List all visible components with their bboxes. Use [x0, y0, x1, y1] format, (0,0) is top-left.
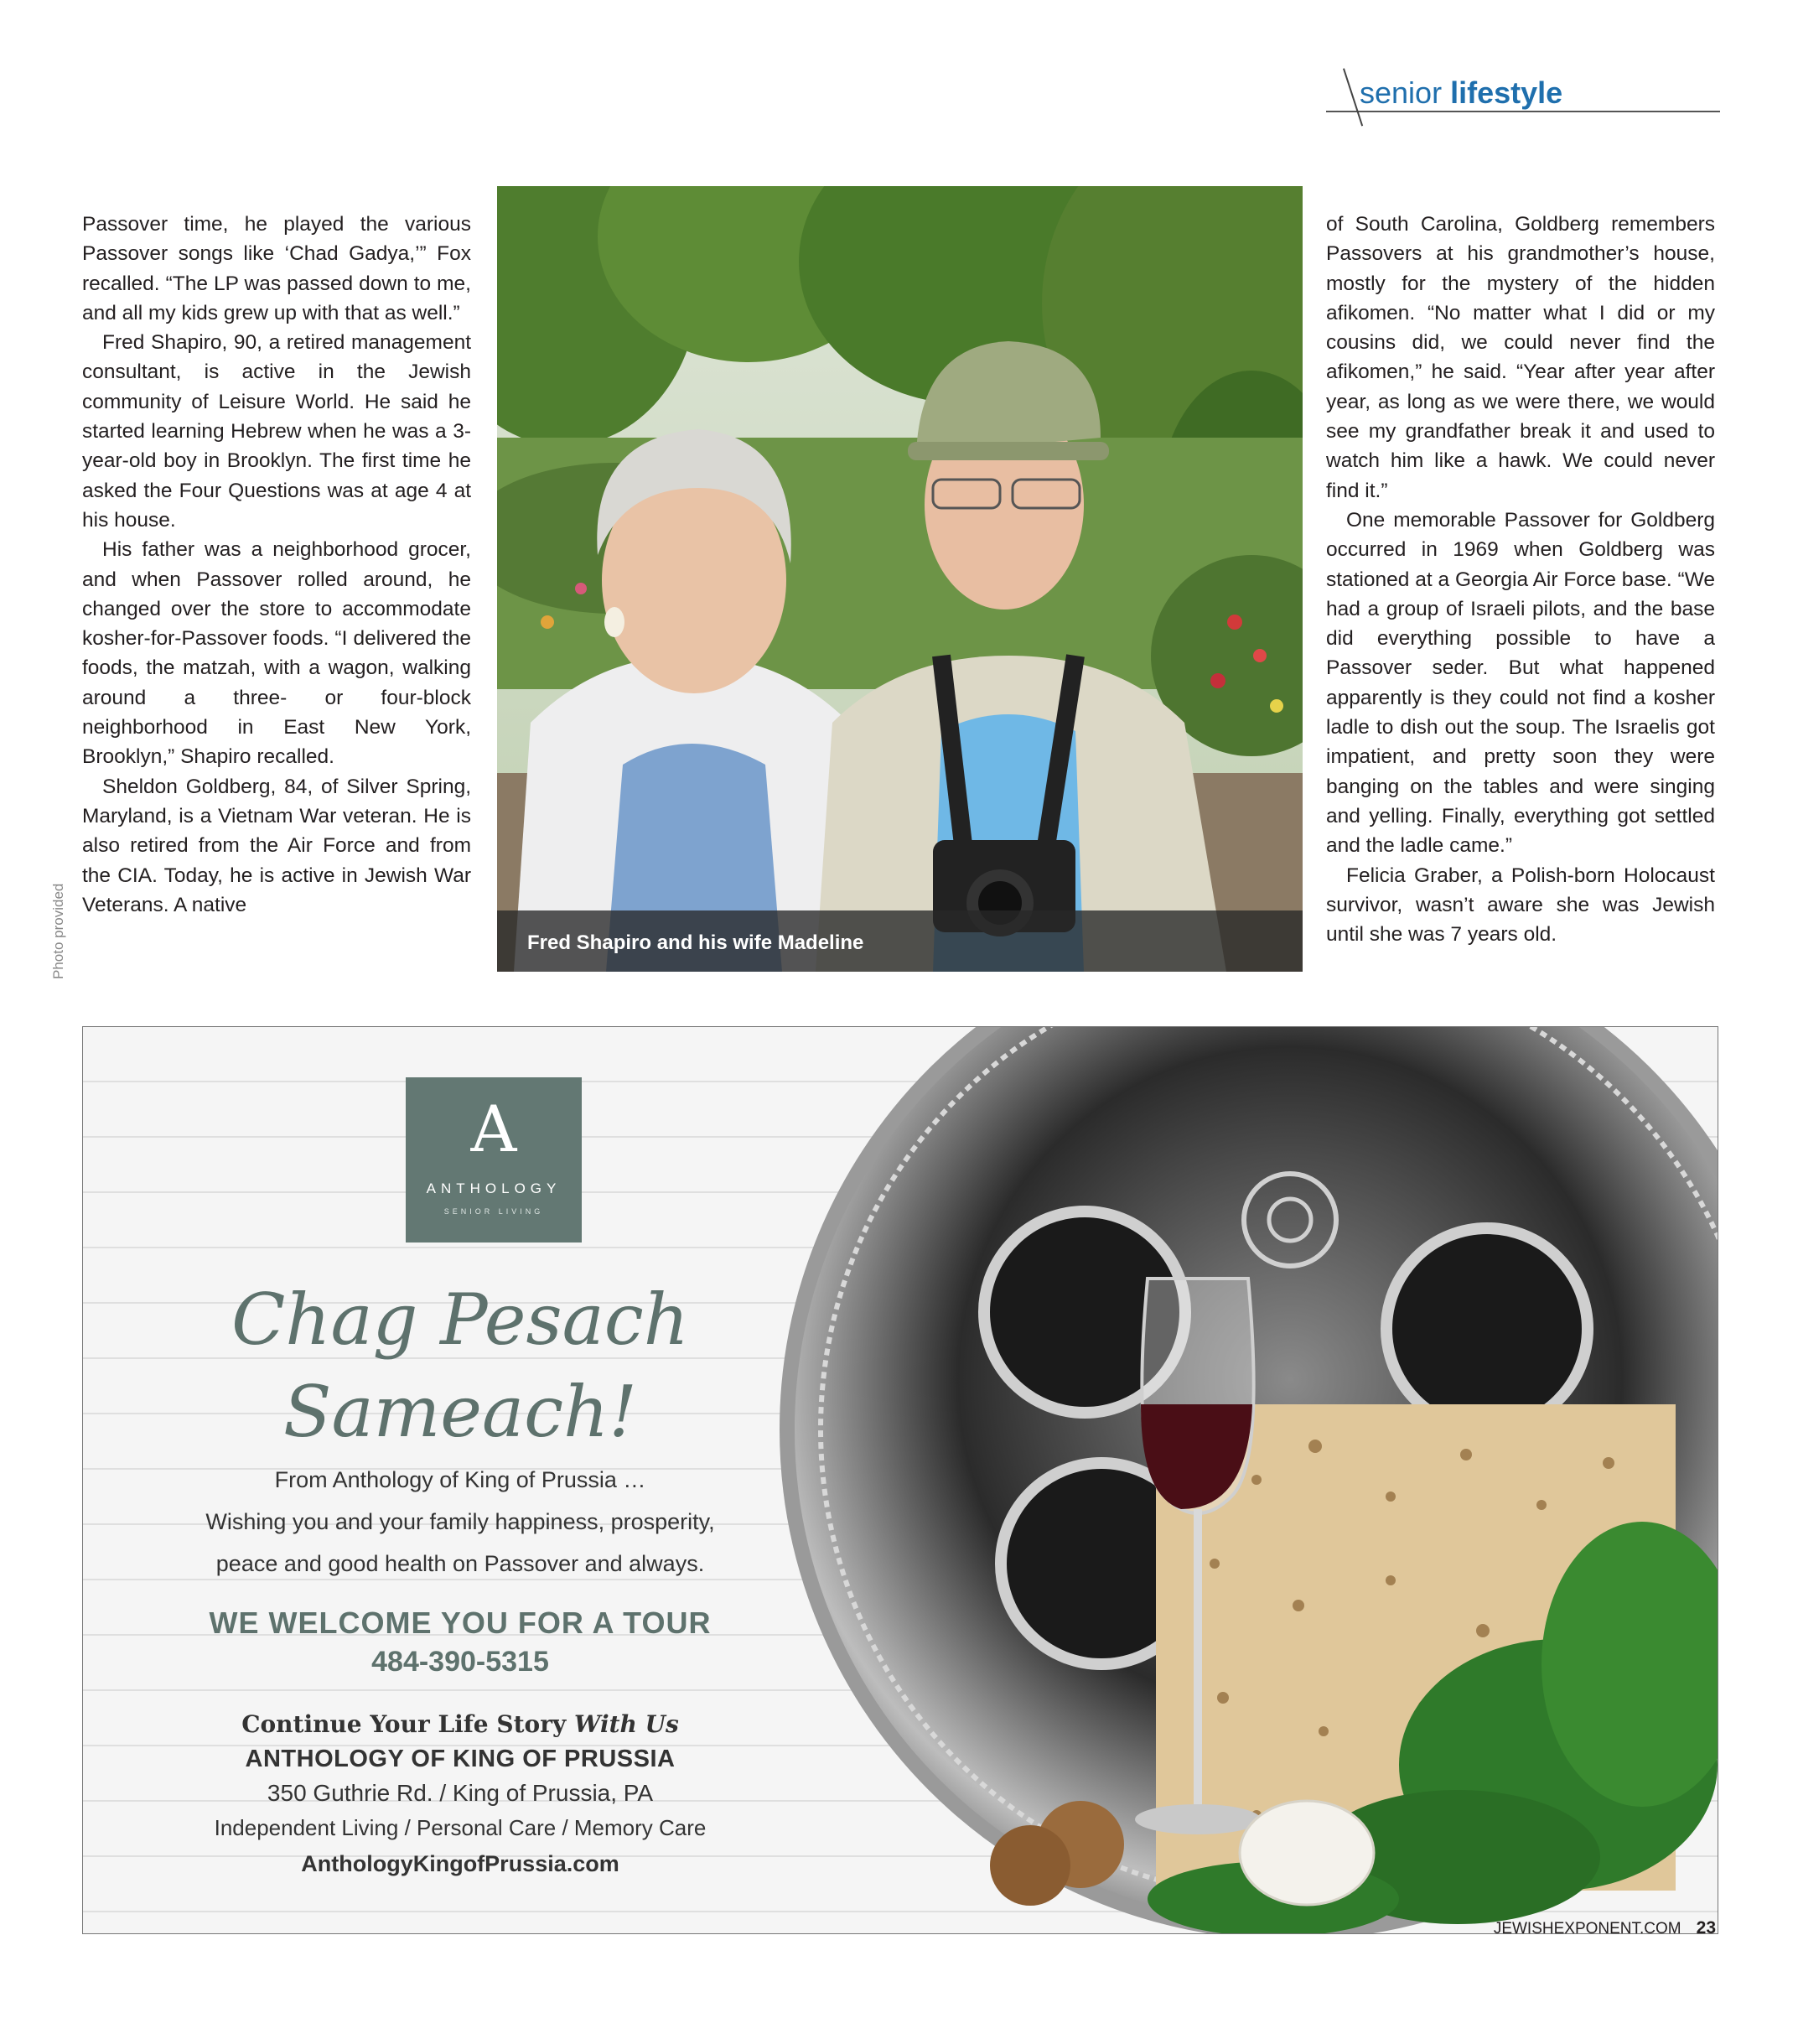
logo-wordmark: ANTHOLOGY [426, 1180, 562, 1196]
section-rule [1326, 111, 1720, 112]
photo-caption: Fred Shapiro and his wife Madeline [527, 931, 864, 954]
photo-credit: Photo provided [50, 883, 66, 979]
ad-headline-line-2: Sameach! [283, 1371, 637, 1453]
section-title [1360, 75, 1562, 111]
paragraph: One memorable Passover for Goldberg occurred in 1969 when Goldberg was stationed at a Georgia Air Force base. “We had a group of Israeli pilots, and the base did everything possible to have a Passover seder. But what happened apparently is they could not find a kosher ladle to dish out the soup. The Israelis got impatient, and pretty soon they were banging on the tables and were singing and yelling. Finally, everything got settled and the ladle came.” [1326, 508, 1715, 858]
section-title-bold: lifestyle [1450, 75, 1563, 110]
paragraph: Passover time, he played the various Passover songs like ‘Chad Gadya,’” Fox recalled. “The LP was passed down to me, and all my kids grew up with that as well.” [82, 213, 471, 324]
article-column-left [82, 210, 471, 920]
ad-brand: ANTHOLOGY OF KING OF PRUSSIA [245, 1746, 676, 1772]
article-column-right [1326, 210, 1715, 949]
paragraph: His father was a neighborhood grocer, and when Passover rolled around, he changed over the store to accommodate kosher-for-Passover foods. “I delivered the foods, the matzah, with a wagon, walking around a three- or four-block neighborhood in East New York, Brooklyn,” Shapiro recalled. [82, 538, 471, 769]
ad-tagline [192, 1710, 728, 1738]
ad-headline-line-1: Chag Pesach [231, 1279, 689, 1361]
paragraph: Sheldon Goldberg, 84, of Silver Spring, Maryland, is a Vietnam War veteran. He is also retired from the Air Force and from the CIA. Today, he is active in Jewish War Veterans. A native [82, 775, 471, 916]
advertisement [82, 1026, 1718, 1934]
ad-welcome: WE WELCOME YOU FOR A TOUR [209, 1606, 712, 1640]
paragraph: Fred Shapiro, 90, a retired management consultant, is active in the Jewish community of Leisure World. He said he started learning Hebrew when he was a 3-year-old boy in Brooklyn. The first time he asked the Four Questions was at age 4 at his house. [82, 331, 471, 532]
ad-address: 350 Guthrie Rd. / King of Prussia, PA [267, 1780, 654, 1806]
photo-illustration [497, 186, 1303, 972]
ad-greeting [192, 1459, 728, 1585]
section-title-light: senior [1360, 75, 1443, 110]
ad-website[interactable]: AnthologyKingofPrussia.com [301, 1851, 619, 1876]
section-header [1326, 69, 1720, 129]
footer-site[interactable]: JEWISHEXPONENT.COM [1493, 1920, 1681, 1938]
logo-letter: A [470, 1092, 517, 1166]
ad-phone[interactable]: 484-390-5315 [371, 1646, 549, 1678]
logo-subtitle: SENIOR LIVING [443, 1207, 544, 1216]
tagline-plain: Continue Your Life Story [241, 1710, 574, 1738]
page-number: 23 [1696, 1918, 1716, 1938]
ad-services: Independent Living / Personal Care / Memory Care [214, 1815, 707, 1840]
greeting-line: peace and good health on Passover and always. [215, 1551, 705, 1576]
page-footer [1494, 1918, 1716, 1938]
tagline-italic: With Us [573, 1710, 679, 1738]
paragraph: of South Carolina, Goldberg remembers Passovers at his grandmother’s house, mostly for the mystery of the hidden afikomen. “No matter what I did or my cousins did, we could never find the afikomen,” he said. “Year after year after year, as long as we were there, we would see my grandfather break it and used to watch him like a hawk. We could never find it.” [1326, 213, 1715, 502]
greeting-line: From Anthology of King of Prussia … [274, 1467, 646, 1492]
anthology-logo [406, 1077, 582, 1242]
article-photo [497, 186, 1303, 972]
paragraph: Felicia Graber, a Polish-born Holocaust survivor, wasn’t aware she was Jewish until she was 7 years old. [1326, 864, 1715, 947]
greeting-line: Wishing you and your family happiness, prosperity, [205, 1509, 715, 1534]
